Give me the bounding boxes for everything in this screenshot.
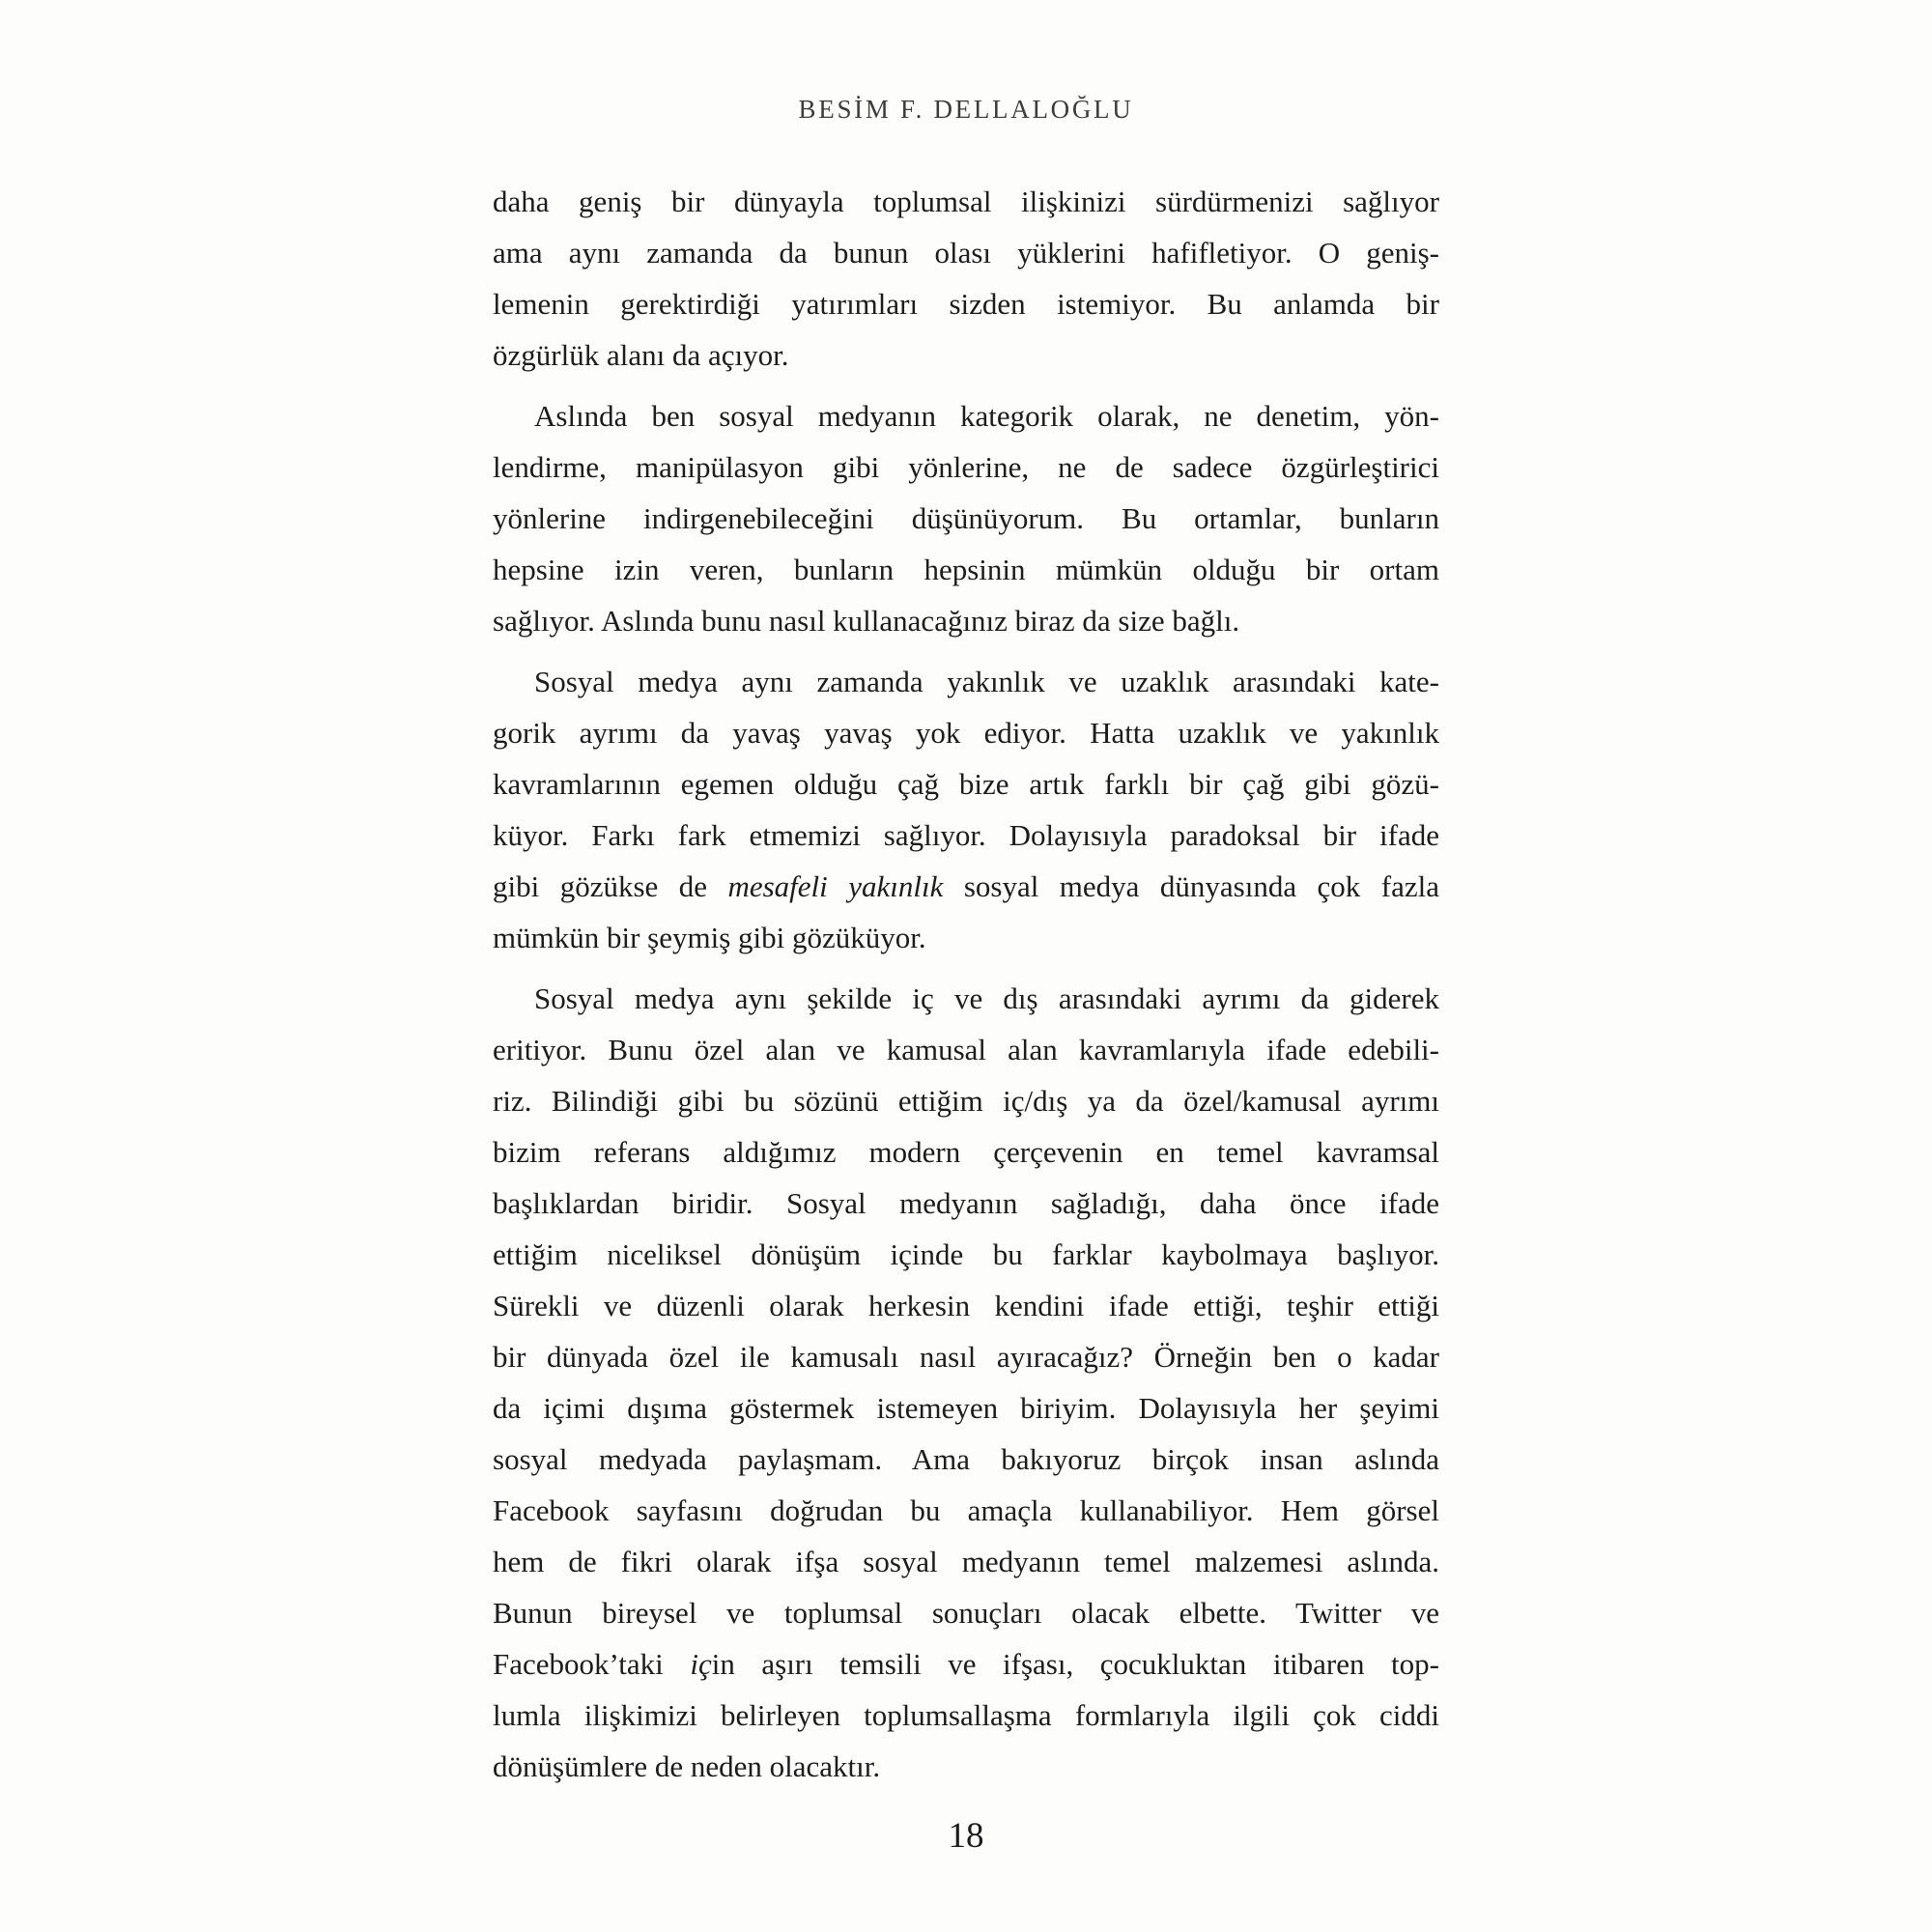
text-segment: bizim referans aldığımız modern çerçevenin en temel kavramsal <box>493 1135 1439 1169</box>
text-segment: daha geniş bir dünyayla toplumsal ilişkinizi sürdürmenizi sağlıyor <box>493 185 1439 218</box>
text-segment: Sosyal medya aynı zamanda yakınlık ve uzaklık arasındaki kate- <box>534 665 1439 698</box>
text-line <box>493 544 1439 595</box>
text-line <box>493 810 1439 861</box>
text-segment: eritiyor. Bunu özel alan ve kamusal alan kavramlarıyla ifade edebili- <box>493 1033 1439 1066</box>
text-segment: yönlerine indirgenebileceğini düşünüyorum. Bu ortamlar, bunların <box>493 501 1439 535</box>
text-segment: kavramlarının egemen olduğu çağ bize artık farklı bir çağ gibi gözü- <box>493 767 1439 801</box>
text-line <box>493 1229 1439 1280</box>
text-segment: gibi gözükse de <box>493 869 728 903</box>
text-segment: sosyal medya dünyasında çok fazla <box>943 869 1439 903</box>
text-segment: Aslında ben sosyal medyanın kategorik olarak, ne denetim, yön- <box>534 399 1439 433</box>
text-segment: lemenin gerektirdiği yatırımları sizden istemiyor. Bu anlamda bir <box>493 287 1439 321</box>
text-line <box>493 595 1439 646</box>
text-line <box>493 1331 1439 1382</box>
text-segment: da içimi dışıma göstermek istemeyen biriyim. Dolayısıyla her şeyimi <box>493 1391 1439 1425</box>
text-segment: dönüşümlere de neden olacaktır. <box>493 1749 881 1783</box>
paragraph <box>493 176 1439 381</box>
text-segment: Facebook sayfasını doğrudan bu amaçla kullanabiliyor. Hem görsel <box>493 1493 1439 1527</box>
text-line <box>493 1178 1439 1229</box>
emphasis-text: mesafeli yakınlık <box>727 869 944 903</box>
text-line <box>493 1075 1439 1126</box>
text-segment: mümkün bir şeymiş gibi gözüküyor. <box>493 921 926 954</box>
text-segment: küyor. Farkı fark etmemizi sağlıyor. Dolayısıyla paradoksal bir ifade <box>493 818 1439 852</box>
body-text <box>493 176 1439 1792</box>
text-line <box>493 176 1439 227</box>
text-segment: in aşırı temsili ve ifşası, çocukluktan itibaren top- <box>711 1647 1439 1681</box>
text-line <box>493 861 1439 912</box>
text-line <box>493 1280 1439 1331</box>
text-line <box>493 1126 1439 1178</box>
text-line <box>493 1690 1439 1741</box>
text-segment: lendirme, manipülasyon gibi yönlerine, ne de sadece özgürleştirici <box>493 450 1439 484</box>
text-line <box>493 1485 1439 1536</box>
text-line <box>493 390 1439 441</box>
paragraph <box>493 390 1439 646</box>
paragraph <box>493 656 1439 963</box>
text-line <box>493 1587 1439 1638</box>
text-line <box>493 493 1439 544</box>
text-line <box>493 973 1439 1024</box>
text-segment: sosyal medyada paylaşmam. Ama bakıyoruz birçok insan aslında <box>493 1442 1439 1476</box>
text-line <box>493 707 1439 758</box>
text-segment: sağlıyor. Aslında bunu nasıl kullanacağınız biraz da size bağlı. <box>493 604 1240 638</box>
text-segment: lumla ilişkimizi belirleyen toplumsallaşma formlarıyla ilgili çok ciddi <box>493 1698 1439 1732</box>
text-line <box>493 1434 1439 1485</box>
text-segment: ettiğim niceliksel dönüşüm içinde bu farklar kaybolmaya başlıyor. <box>493 1237 1439 1271</box>
text-segment: özgürlük alanı da açıyor. <box>493 338 789 372</box>
text-segment: riz. Bilindiği gibi bu sözünü ettiğim iç/dış ya da özel/kamusal ayrımı <box>493 1084 1439 1118</box>
emphasis-text: iç <box>690 1647 712 1681</box>
page-number: 18 <box>948 1816 984 1856</box>
text-line <box>493 278 1439 329</box>
running-header: BESİM F. DELLALOĞLU <box>798 95 1134 124</box>
text-segment: ama aynı zamanda da bunun olası yüklerini hafifletiyor. O geniş- <box>493 236 1439 270</box>
text-line <box>493 912 1439 963</box>
text-segment: Sürekli ve düzenli olarak herkesin kendini ifade ettiği, teşhir ettiği <box>493 1289 1439 1322</box>
text-segment: başlıklardan biridir. Sosyal medyanın sağladığı, daha önce ifade <box>493 1186 1439 1220</box>
text-segment: Sosyal medya aynı şekilde iç ve dış arasındaki ayrımı da giderek <box>534 981 1439 1015</box>
text-line <box>493 758 1439 810</box>
text-segment: gorik ayrımı da yavaş yavaş yok ediyor. Hatta uzaklık ve yakınlık <box>493 716 1439 750</box>
text-line <box>493 329 1439 381</box>
text-line <box>493 1536 1439 1587</box>
text-segment: Facebook’taki <box>493 1647 691 1681</box>
text-segment: bir dünyada özel ile kamusalı nasıl ayıracağız? Örneğin ben o kadar <box>493 1340 1439 1374</box>
paragraph <box>493 973 1439 1792</box>
text-line <box>493 441 1439 493</box>
text-line <box>493 1024 1439 1075</box>
text-line <box>493 1638 1439 1690</box>
text-line <box>493 1382 1439 1434</box>
text-line <box>493 656 1439 707</box>
text-segment: hem de fikri olarak ifşa sosyal medyanın temel malzemesi aslında. <box>493 1545 1439 1578</box>
text-segment: Bunun bireysel ve toplumsal sonuçları olacak elbette. Twitter ve <box>493 1596 1439 1630</box>
text-line <box>493 1741 1439 1792</box>
text-segment: hepsine izin veren, bunların hepsinin mümkün olduğu bir ortam <box>493 553 1439 586</box>
text-line <box>493 227 1439 278</box>
